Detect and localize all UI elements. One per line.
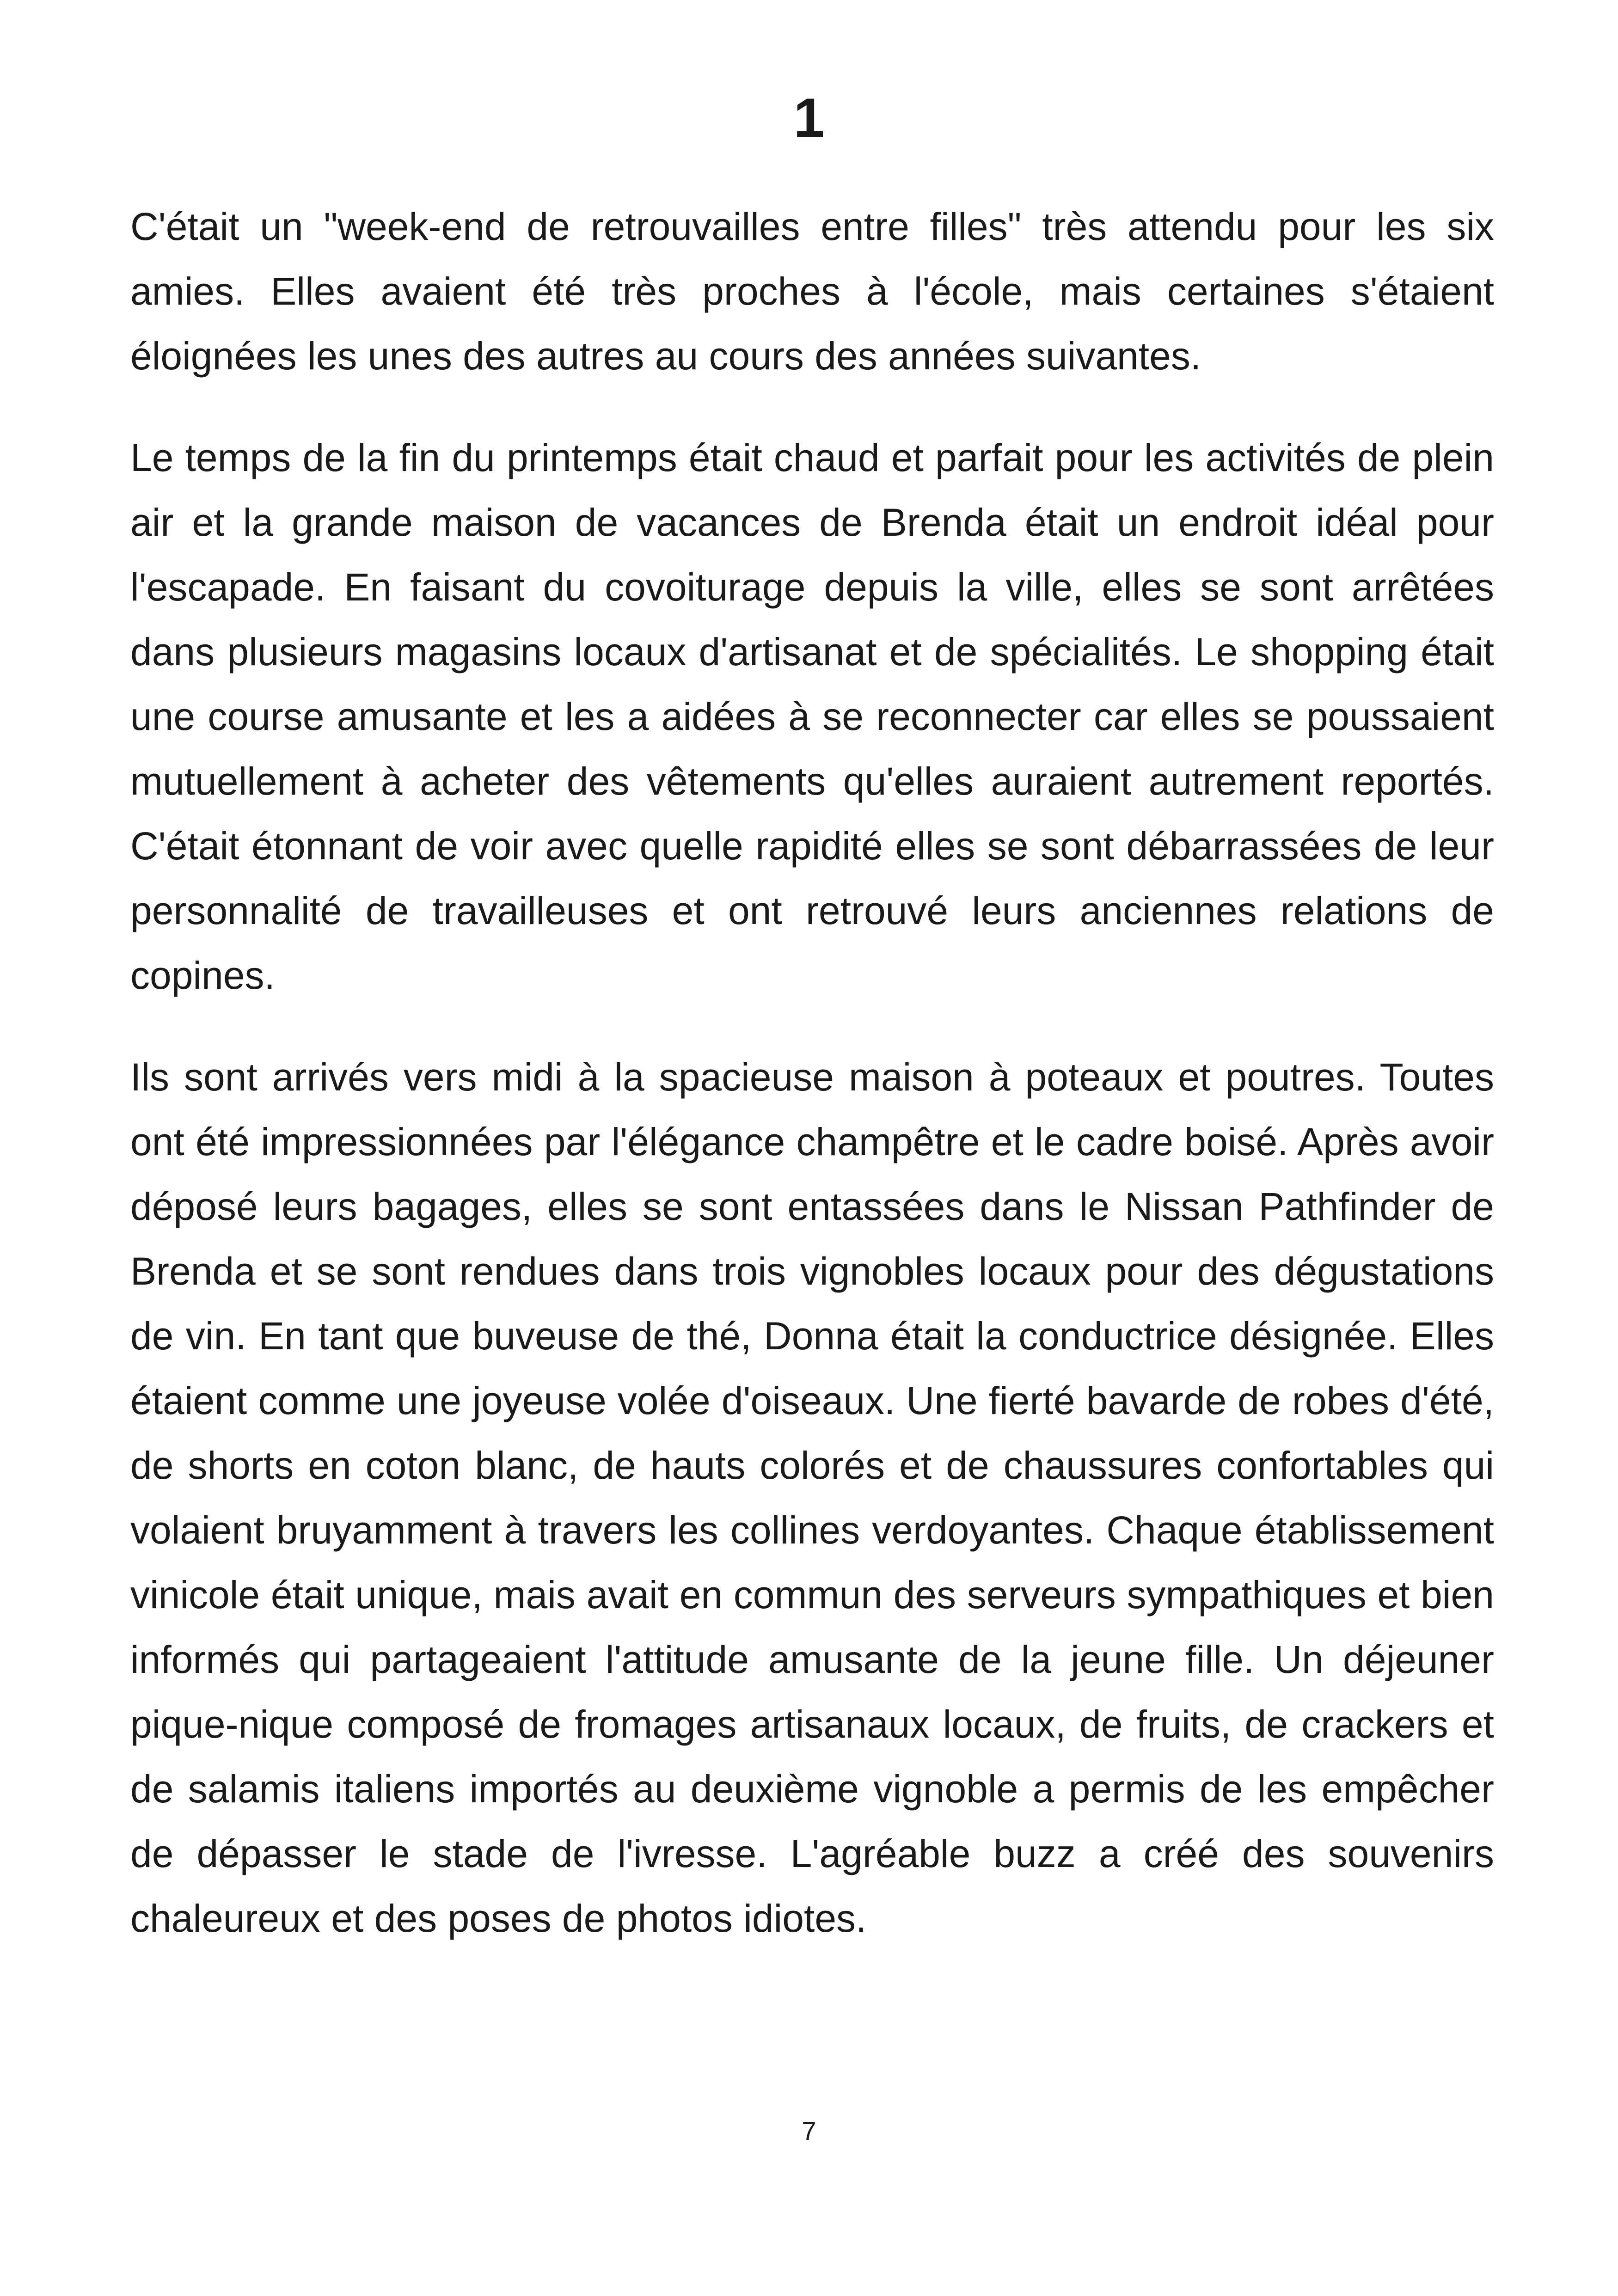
body-text <box>130 194 1494 1988</box>
paragraph-2: Le temps de la fin du printemps était chaud et parfait pour les activités de plein air et la grande maison de vacances de Brenda était un endroit idéal pour l'escapade. En faisant du covoiturage depuis la ville, elles se sont arrêtées dans plusieurs magasins locaux d'artisanat et de spécialités. Le shopping était une course amusante et les a aidées à se reconnecter car elles se poussaient mutuellement à acheter des vêtements qu'elles auraient autrement reportés. C'était étonnant de voir avec quelle rapidité elles se sont débarrassées de leur personnalité de travailleuses et ont retrouvé leurs anciennes relations de copines. <box>130 436 1494 997</box>
paragraph-3: Ils sont arrivés vers midi à la spacieuse maison à poteaux et poutres. Toutes ont été impressionnées par l'élégance champêtre et le cadre boisé. Après avoir déposé leurs bagages, elles se sont entassées dans le Nissan Pathfinder de Brenda et se sont rendues dans trois vignobles locaux pour des dégustations de vin. En tant que buveuse de thé, Donna était la conductrice désignée. Elles étaient comme une joyeuse volée d'oiseaux. Une fierté bavarde de robes d'été, de shorts en coton blanc, de hauts colorés et de chaussures confortables qui volaient bruyamment à travers les collines verdoyantes. Chaque établissement vinicole était unique, mais avait en commun des serveurs sympathiques et bien informés qui partageaient l'attitude amusante de la jeune fille. Un déjeuner pique-nique composé de fromages artisanaux locaux, de fruits, de crackers et de salamis italiens importés au deuxième vignoble a permis de les empêcher de dépasser le stade de l'ivresse. L'agréable buzz a créé des souvenirs chaleureux et des poses de photos idiotes. <box>130 1055 1494 1940</box>
chapter-number: 1 <box>793 87 825 149</box>
paragraph-1: C'était un "week-end de retrouvailles entre filles" très attendu pour les six amies. Elles avaient été très proches à l'école, mais certaines s'étaient éloignées les unes des autres au cours des années suivantes. <box>130 205 1494 378</box>
page-number: 7 <box>802 2116 816 2145</box>
